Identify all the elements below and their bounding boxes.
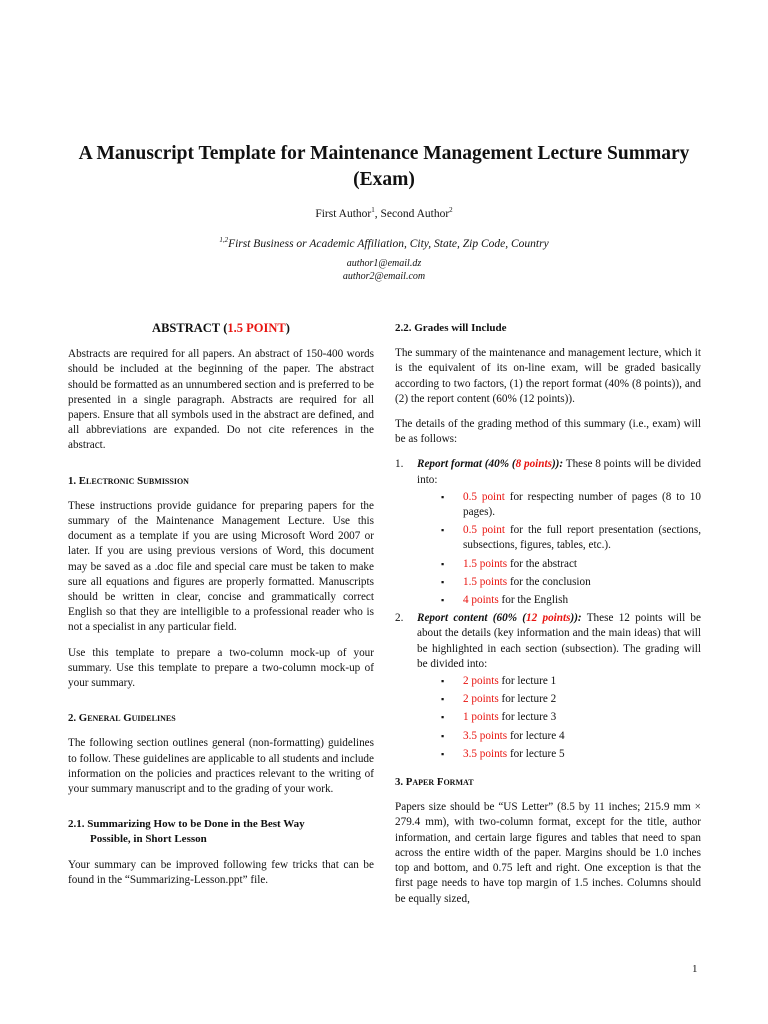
section-2-2-heading: 2.2. Grades will Include: [395, 322, 507, 334]
email-block: [60, 257, 708, 283]
author-separator: ,: [374, 208, 381, 220]
author-line: [60, 208, 708, 220]
left-column: [68, 318, 374, 888]
section-2-2-paragraph-1: The summary of the maintenance and management lecture, which it is the equivalent of its on-line exam, will be graded basically according to two factors, (1) the report format (40% (8 points)), and (2) the report content (60% (12 points)).: [395, 347, 701, 405]
page-number: 1: [692, 963, 698, 975]
bullet-points: 0.5 point: [463, 490, 505, 503]
section-2-1-heading-line1: 2.1. Summarizing How to be Done in the Best Way: [68, 818, 305, 831]
list-item: [417, 593, 701, 608]
section-2-1-heading-line2: Possible, in Short Lesson: [90, 833, 207, 846]
square-bullet-icon: ▪: [441, 595, 445, 606]
section-3-paragraph-1: Papers size should be “US Letter” (8.5 by 11 inches; 215.9 mm × 279.4 mm), with two-column format, except for the title, author information, and certain large figures and tables that need to span across the entire width of the paper. Margins should be 1.0 inches top and bottom, and 0.75 left and right. One exception is that the first page needs to have top margin of 1.5 inches. Columns should be equally sized,: [395, 801, 701, 905]
email-2: author2@email.com: [342, 271, 426, 282]
bullet-text: for lecture 4: [507, 729, 565, 742]
right-column: [395, 318, 701, 907]
list-item: [417, 692, 701, 707]
grading-item-lead: Report format (40% (: [417, 458, 516, 471]
bullet-points: 4 points: [463, 594, 499, 607]
section-2-2-paragraph-2: The details of the grading method of this summary (i.e., exam) will be as follows:: [395, 418, 701, 446]
section-2-1-heading: [68, 817, 374, 847]
bullet-text: for respecting number of pages (8 to 10 pages).: [463, 490, 701, 519]
abstract-head-open: (: [220, 321, 228, 335]
section-3-heading: 3. Paper Format: [395, 776, 474, 789]
format-bullet-list: [417, 490, 701, 608]
grading-item-number: 1.: [395, 458, 404, 471]
bullet-points: 0.5 point: [463, 524, 505, 537]
square-bullet-icon: ▪: [441, 712, 445, 723]
bullet-text: for the conclusion: [507, 575, 591, 588]
bullet-text: for the full report presentation (sections, subsections, figures, tables, etc.).: [463, 524, 702, 552]
first-author: First Author: [315, 208, 372, 220]
square-bullet-icon: ▪: [441, 730, 445, 741]
grading-item-lead-close: )):: [551, 458, 564, 471]
bullet-points: 3.5 points: [463, 747, 508, 760]
abstract-body: Abstracts are required for all papers. An abstract of 150-400 words should be included at the beginning of the paper. The abstract should be formatted as an unnumbered section and is preferred to be presented in a single paragraph. Abstracts are required for all papers. Ensure that all symbols used in the abstract are defined, and all abbreviations are expanded. Do not cite references in the abstract.: [68, 348, 375, 452]
bullet-text: for lecture 5: [507, 747, 565, 760]
affiliation-sup: 1,2: [219, 236, 229, 245]
second-author-sup: 2: [449, 206, 453, 215]
first-author-sup: 1: [371, 206, 375, 215]
square-bullet-icon: ▪: [441, 694, 445, 705]
bullet-points: 2 points: [463, 675, 499, 688]
list-item: [417, 490, 701, 520]
section-1-heading: 1. Electronic Submission: [68, 474, 189, 487]
grading-item-lead-points: 12 points: [526, 612, 571, 625]
section-2-paragraph-1: The following section outlines general (non-formatting) guidelines to follow. These guidelines are applicable to all students and include information on the policies and practices relevant to the writing of your summary manuscript and to the grading of your work.: [68, 737, 374, 796]
list-item: [417, 575, 701, 590]
section-2-1-paragraph: Your summary can be improved following few tricks that can be found in the “Summarizing-Lesson.ppt” file.: [68, 858, 374, 886]
list-item: [417, 729, 701, 744]
square-bullet-icon: ▪: [441, 525, 445, 536]
bullet-points: 1.5 points: [463, 575, 508, 588]
grading-item-lead-close: )):: [570, 612, 582, 625]
affiliation: [60, 238, 708, 250]
square-bullet-icon: ▪: [441, 558, 445, 569]
square-bullet-icon: ▪: [441, 576, 445, 587]
grading-item-format: [395, 457, 701, 608]
list-item: [417, 523, 701, 553]
section-2-heading: 2. General Guidelines: [68, 712, 176, 725]
bullet-text: for lecture 3: [498, 711, 557, 724]
second-author: Second Author: [380, 208, 450, 220]
abstract-head-a: A: [152, 321, 162, 335]
list-item: [417, 557, 701, 572]
content-bullet-list: [417, 674, 701, 762]
section-1-paragraph-2: Use this template to prepare a two-column mock-up of your summary. Use this template to prepare a two-column mock-up of your summary.: [68, 646, 374, 690]
affiliation-text: First Business or Academic Affiliation, City, State, Zip Code, Country: [228, 238, 549, 250]
bullet-points: 2 points: [463, 693, 499, 706]
list-item: [417, 747, 701, 762]
grading-item-lead-points: 8 points: [515, 458, 552, 471]
square-bullet-icon: ▪: [441, 676, 445, 687]
grading-list: [395, 457, 701, 762]
list-item: [417, 674, 701, 689]
grading-item-content: [395, 611, 701, 762]
grading-item-lead: Report content (60% (: [417, 612, 527, 625]
grading-item-text: These 8 points will be divided into:: [417, 458, 701, 486]
bullet-text: for lecture 2: [498, 693, 557, 706]
paper-title: A Manuscript Template for Maintenance Management Lecture Summary (Exam): [78, 143, 690, 190]
bullet-text: for the abstract: [507, 557, 578, 570]
square-bullet-icon: ▪: [441, 491, 445, 502]
list-item: [417, 710, 701, 725]
grading-item-number: 2.: [395, 612, 404, 625]
bullet-points: 1 points: [463, 711, 499, 724]
abstract-head-word: BSTRACT: [161, 321, 221, 335]
email-1: author1@email.dz: [346, 258, 422, 269]
bullet-points: 1.5 points: [463, 557, 508, 570]
abstract-head-num: 1.5: [227, 321, 244, 335]
grading-item-text: These 12 points will be about the details (key information and the main ideas) that will be highlighted in each section (subsection). The grading will be divided into:: [417, 612, 701, 670]
square-bullet-icon: ▪: [441, 748, 445, 759]
abstract-head-point: POINT: [246, 321, 286, 335]
bullet-points: 3.5 points: [463, 729, 508, 742]
bullet-text: for lecture 1: [498, 675, 557, 688]
abstract-head-close: ): [285, 321, 290, 335]
section-1-paragraph-1: These instructions provide guidance for preparing papers for the summary of the Maintenance Management Lecture. Use this document as a template if you are using Microsoft Word 2007 or later. If you are using previous versions of Word, this document may be saved as a .doc file and special care must be taken to make sure all equations and figures are properly formatted. Manuscripts should be written in clear, concise and grammatically correct English so that they are intelligible to a professional reader who is not a specialist in any particular field.: [68, 499, 374, 634]
abstract-heading: [68, 321, 374, 336]
bullet-text: for the English: [498, 594, 569, 607]
